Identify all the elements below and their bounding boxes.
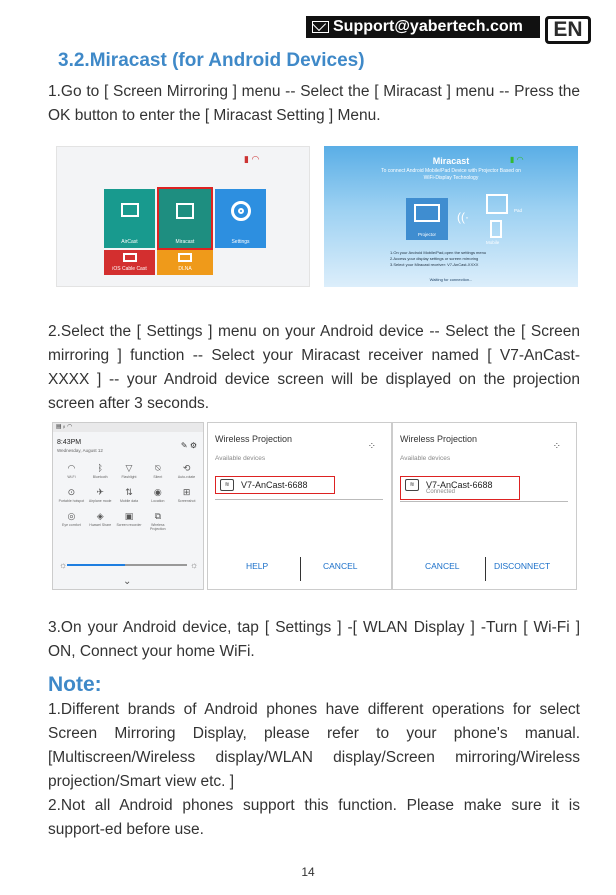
button-divider: [300, 557, 301, 581]
miracast-step: 1.On your Android Mobile/Pad,open the settings menu: [390, 250, 487, 255]
phone-date: Wednesday, August 12: [57, 448, 103, 453]
step-2-text: 2.Select the [ Settings ] menu on your Android device -- Select the [ Screen mirroring ] function -- Select your Miracast receiver named [ V7-AnCast-XXXX ] -- your Android device screen will be displayed on the projection screen after 3 seconds.: [48, 323, 580, 412]
flashlight-icon: ▽: [125, 463, 133, 473]
pad-icon: [486, 194, 508, 214]
tv-icon: [178, 253, 192, 262]
quick-setting-label: Screenshot: [177, 499, 196, 503]
dlna-tile: [157, 250, 213, 275]
dialog-subtitle: Available devices: [400, 455, 451, 462]
device-name: V7-AnCast-6688: [426, 480, 493, 490]
quick-setting-label: Eye comfort: [62, 523, 81, 527]
quick-setting-label: Wi-Fi: [67, 475, 76, 479]
miracast-tile: [157, 187, 213, 250]
quick-setting-tile: [86, 511, 115, 532]
miracast-label: Miracast: [175, 239, 195, 245]
quick-setting-tile: [115, 511, 144, 532]
brightness-slider: [67, 564, 187, 566]
mobile-icon: [490, 220, 502, 238]
bluetooth-icon: ᛒ: [97, 463, 103, 473]
quick-setting-tile: [86, 463, 115, 484]
wireless-projection-dialog-searching: [207, 422, 392, 590]
ios-cable-tile: [104, 250, 155, 275]
quick-setting-label: Screen recorder: [116, 523, 142, 527]
miracast-step: 2.Access your display settings or screen mirroring: [390, 256, 479, 261]
miracast-icon: [176, 203, 194, 219]
quick-settings-grid: [57, 463, 201, 532]
dialog-title: Wireless Projection: [215, 434, 293, 444]
miracast-steps: [390, 250, 486, 268]
dialog-title: Wireless Projection: [400, 434, 478, 444]
miracast-step: 3.Select your Miracast receiver: V7-AnCast-XXXX: [390, 262, 479, 267]
airplay-icon: [121, 203, 139, 217]
help-button: HELP: [246, 561, 269, 571]
waiting-text: Waiting for connection...: [429, 277, 473, 282]
loading-spinner-icon: ⁘: [552, 441, 560, 452]
miracast-title: Miracast: [432, 156, 470, 166]
quick-setting-label: Bluetooth: [92, 475, 108, 479]
huawei-share-icon: ◈: [96, 511, 104, 521]
device-name: V7-AnCast-6688: [241, 480, 308, 490]
loading-spinner-icon: ⁘: [367, 441, 375, 452]
device-row: [400, 476, 520, 500]
support-email-bar: [306, 16, 540, 38]
quick-setting-tile: [143, 463, 172, 484]
button-divider: [485, 557, 486, 581]
hotspot-icon: ⊙: [67, 487, 76, 497]
pad-label: Pad: [514, 208, 523, 213]
screen-recorder-icon: ▣: [124, 511, 134, 521]
projector-screen-icon: [414, 204, 440, 222]
settings-tile: [215, 189, 266, 248]
auto-rotate-icon: ⟲: [182, 463, 191, 473]
quick-setting-tile: [57, 463, 86, 484]
airplay-tile: [104, 189, 155, 248]
projector-label: Projector: [417, 232, 436, 237]
quick-setting-label: Portable hotspot: [58, 499, 85, 503]
miracast-waiting-screenshot: [324, 146, 578, 287]
quick-setting-tile: [143, 511, 172, 532]
phone-time: 8:43PM: [57, 439, 82, 446]
quick-setting-tile: [86, 487, 115, 508]
quick-setting-tile: [57, 511, 86, 532]
silent-icon: ⍉: [155, 463, 161, 473]
step-3-text: 3.On your Android device, tap [ Settings ] -[ WLAN Display ] -Turn [ Wi-Fi ] ON, Connect your home WiFi.: [48, 619, 580, 660]
quick-setting-label: Airplane mode: [88, 499, 112, 503]
quick-setting-tile: [57, 487, 86, 508]
wifi-wave-icon: ((·: [457, 210, 469, 224]
quick-setting-label: Auto-rotate: [177, 475, 196, 479]
language-badge: EN: [545, 16, 591, 44]
phone-status-bar: ▤ ᵢₗ ◠: [53, 423, 203, 432]
wifi-icon: ◠: [67, 463, 76, 473]
note-title: Note:: [48, 673, 102, 696]
wireless-projection-icon: ⧉: [154, 511, 161, 521]
quick-setting-label: Location: [151, 499, 165, 503]
cancel-button: CANCEL: [323, 561, 358, 571]
quick-setting-label: Huawei Share: [89, 523, 112, 527]
screenshot-icon: ⊞: [182, 487, 191, 497]
connection-status: Connected: [426, 489, 456, 495]
mobile-label: Mobile: [486, 240, 500, 245]
section-title: 3.2.Miracast (for Android Devices): [58, 50, 365, 71]
status-icons: ▮ ◠: [244, 154, 260, 164]
airplane-icon: ✈: [96, 487, 104, 497]
projector-graphic: [406, 198, 448, 240]
phone-quick-settings-screenshot: [52, 422, 204, 590]
quick-setting-tile: [115, 487, 144, 508]
projection-device-icon: ≋: [405, 479, 419, 491]
miracast-subtitle-2: WiFi-Display Technology: [423, 175, 479, 181]
quick-setting-tile: [172, 463, 201, 484]
device-row: [215, 476, 335, 494]
brightness-slider-fill: [67, 564, 125, 566]
quick-setting-label: Wireless Projection: [150, 523, 166, 531]
eye-comfort-icon: ◎: [67, 511, 76, 521]
dialog-buttons: [208, 557, 391, 581]
edit-settings-icon: ✎ ⚙: [180, 441, 197, 450]
quick-setting-tile: [143, 487, 172, 508]
quick-setting-tile: [115, 463, 144, 484]
location-icon: ◉: [153, 487, 162, 497]
quick-setting-tile: [172, 487, 201, 508]
gear-icon: [231, 201, 251, 221]
ios-cable-label: iOS Cable Cast: [112, 266, 147, 272]
mail-icon: [312, 21, 329, 33]
quick-setting-label: Mobile data: [119, 499, 139, 503]
quick-setting-label: Flashlight: [121, 475, 137, 479]
miracast-subtitle-1: To connect Android Mobile/Pad Device with Projector Based on: [381, 168, 521, 174]
dlna-label: DLNA: [178, 266, 192, 272]
divider: [215, 499, 383, 500]
disconnect-button: DISCONNECT: [494, 561, 551, 571]
brightness-low-icon: ☼: [59, 560, 68, 570]
page-number: 14: [301, 865, 315, 879]
dialog-buttons: [393, 557, 576, 581]
status-icons: ▮ ◠: [510, 155, 524, 164]
screen-mirroring-menu-screenshot: [56, 146, 310, 287]
dialog-subtitle: Available devices: [215, 455, 266, 462]
note-item-1: 1.Different brands of Android phones have different operations for select Screen Mirroring Display, please refer to your phone's manual. [Multiscreen/Wireless display/WLAN display/Screen mirroring/Wireless projection/Smart view etc. ]: [48, 701, 580, 790]
step-1-text: 1.Go to [ Screen Mirroring ] menu -- Select the [ Miracast ] menu -- Press the OK button to enter the [ Miracast Setting ] Menu.: [48, 83, 580, 124]
divider: [400, 501, 568, 502]
brightness-high-icon: ☼: [190, 560, 199, 570]
settings-label: Settings: [231, 239, 250, 245]
cable-icon: [123, 253, 137, 262]
wireless-projection-dialog-connected: [392, 422, 577, 590]
chevron-down-icon: ⌄: [123, 576, 132, 587]
mobile-data-icon: ⇅: [125, 487, 133, 497]
airplay-label: AirCast: [121, 239, 138, 245]
projection-device-icon: ≋: [220, 479, 234, 491]
support-email: Support@yabertech.com: [333, 18, 523, 35]
cancel-button: CANCEL: [425, 561, 460, 571]
quick-setting-label: Silent: [153, 475, 163, 479]
note-item-2: 2.Not all Android phones support this function. Please make sure it is support-ed before use.: [48, 797, 580, 838]
